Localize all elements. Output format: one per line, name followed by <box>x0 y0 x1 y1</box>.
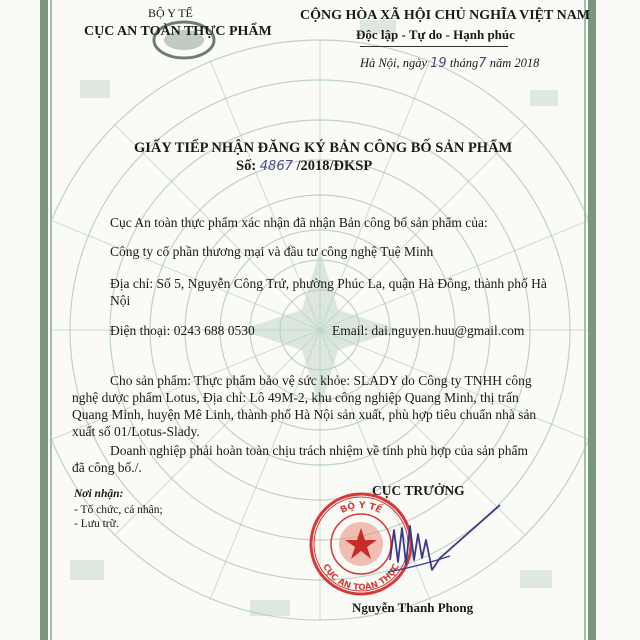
seal-ring-text: CỤC AN TOÀN THỰC <box>320 562 402 594</box>
date-day: 19 <box>430 56 447 71</box>
place-date <box>360 56 539 71</box>
number-prefix: Số: <box>236 158 257 174</box>
company-phone: Điện thoại: 0243 688 0530 <box>110 323 255 338</box>
signer-name: Nguyễn Thanh Phong <box>352 600 474 615</box>
date-year: năm 2018 <box>489 56 540 70</box>
date-month: 7 <box>478 56 487 71</box>
country-name: CỘNG HÒA XÃ HỘI CHỦ NGHĨA VIỆT NAM <box>300 8 591 23</box>
document-number <box>236 158 372 175</box>
motto-underline <box>360 46 508 47</box>
place-prefix: Hà Nội, ngày <box>360 56 428 70</box>
company-address: Địa chỉ: Số 5, Nguyễn Công Trứ, phường Phúc La, quận Hà Đông, thành phố Hà Nội <box>110 276 547 308</box>
responsibility-statement: Doanh nghiệp phải hoàn toàn chịu trách nhiệm về tính phù hợp của sản phẩm đã công bố./. <box>72 443 529 475</box>
product-description: Cho sản phẩm: Thực phẩm bảo vệ sức khỏe: SLADY do Công ty TNHH công nghệ dược phẩm Lotus, Địa chỉ: Lô 49M-2, khu công nghiệp Quang Minh, thị trấn Quang Minh, huyện Mê Linh, thành phố Hà Nội sản xuất, phù hợp tiêu chuẩn nhà sản xuất số 01/Lotus-Slady. <box>72 373 537 439</box>
seal-top-text: BỘ Y TẾ <box>339 500 384 516</box>
recipient-item: - Tổ chức, cá nhân; <box>74 504 163 516</box>
national-motto: Độc lập - Tự do - Hạnh phúc <box>356 27 515 42</box>
number-suffix: /2018/ĐKSP <box>296 158 373 174</box>
company-email: Email: dai.nguyen.huu@gmail.com <box>332 323 525 338</box>
agency-name: CỤC AN TOÀN THỰC PHẨM <box>84 24 272 39</box>
ministry-name: BỘ Y TẾ <box>148 6 193 20</box>
recipients-label: Nơi nhận: <box>74 488 124 500</box>
signature-scribble <box>380 500 510 590</box>
document-title: GIẤY TIẾP NHẬN ĐĂNG KÝ BẢN CÔNG BỐ SẢN PHẨM <box>134 140 513 156</box>
recipient-item: - Lưu trữ. <box>74 518 119 530</box>
signer-title: CỤC TRƯỞNG <box>372 483 465 498</box>
company-name: Công ty cổ phần thương mại và đầu tư công nghệ Tuệ Minh <box>110 244 434 259</box>
month-label: tháng <box>449 56 479 70</box>
intro-text: Cục An toàn thực phẩm xác nhận đã nhận Bản công bố sản phẩm của: <box>110 215 488 230</box>
number-handwritten: 4867 <box>259 159 293 174</box>
